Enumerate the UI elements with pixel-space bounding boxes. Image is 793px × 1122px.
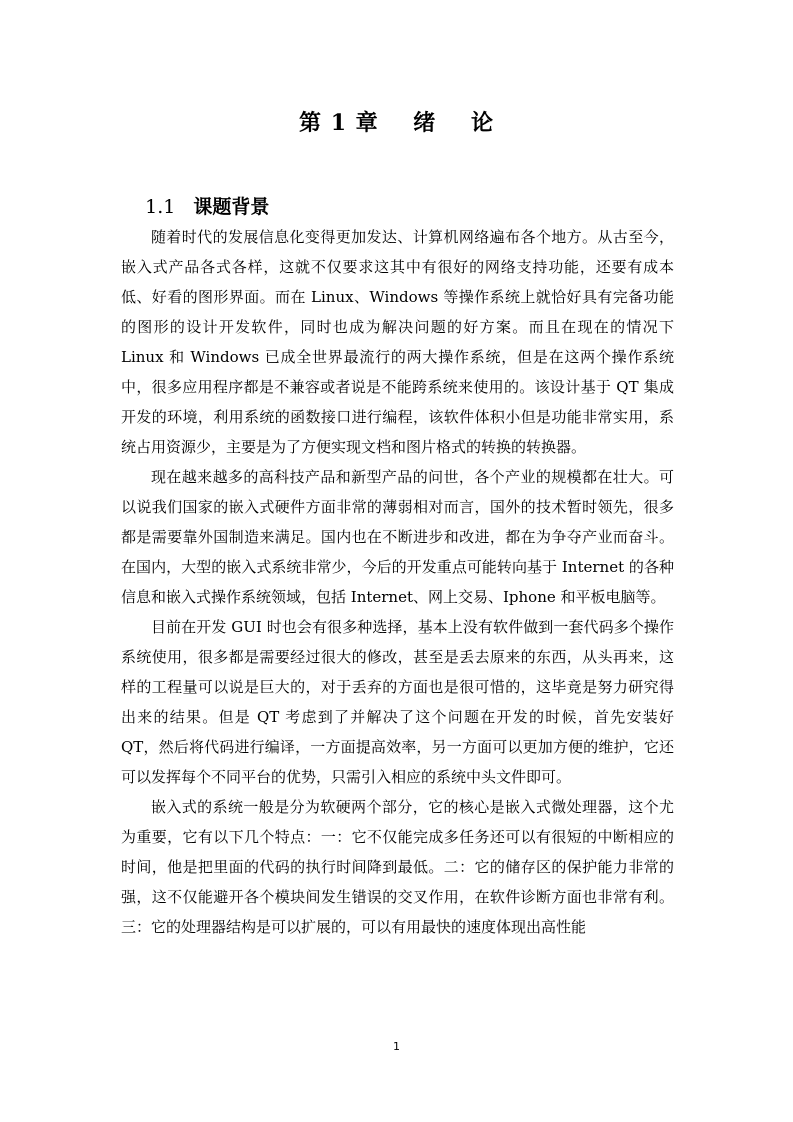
- paragraph: 目前在开发 GUI 时也会有很多种选择，基本上没有软件做到一套代码多个操作系统使用，很多都是需要经过很大的修改，甚至是丢去原来的东西，从头再来，这样的工程量可以说是巨大的，对于丢弃的方面也是很可惜的，这毕竟是努力研究得出来的结果。但是 QT 考虑到了并解决了这个问题在开发的时候，首先安装好 QT，然后将代码进行编译，一方面提高效率，另一方面可以更加方便的维护，它还可以发挥每个不同平台的优势，只需引入相应的系统中头文件即可。: [121, 618, 674, 786]
- body-text: [121, 222, 674, 942]
- section-number: 1.1: [145, 196, 176, 218]
- page-number: 1: [393, 1040, 400, 1053]
- section-title: 课题背景: [193, 196, 270, 218]
- paragraph: 现在越来越多的高科技产品和新型产品的问世，各个产业的规模都在壮大。可以说我们国家的嵌入式硬件方面非常的薄弱相对而言，国外的技术暂时领先，很多都是需要靠外国制造来满足。国内也在不断进步和改进，都在为争夺产业而奋斗。在国内，大型的嵌入式系统非常少，今后的开发重点可能转向基于 Internet 的各种信息和嵌入式操作系统领域，包括 Internet、网上交易、Iphone 和平板电脑等。: [121, 468, 674, 606]
- paragraph: 随着时代的发展信息化变得更加发达、计算机网络遍布各个地方。从古至今，嵌入式产品各式各样，这就不仅要求这其中有很好的网络支持功能，还要有成本低、好看的图形界面。而在 Linux、Windows 等操作系统上就恰好具有完备功能的图形的设计开发软件，同时也成为解决问题的好方案。而且在现在的情况下 Linux 和 Windows 已成全世界最流行的两大操作系统，但是在这两个操作系统中，很多应用程序都是不兼容或者说是不能跨系统来使用的。该设计基于 QT 集成开发的环境，利用系统的函数接口进行编程，该软件体积小但是功能非常实用，系统占用资源少，主要是为了方便实现文档和图片格式的转换的转换器。: [121, 228, 674, 456]
- paragraph: 嵌入式的系统一般是分为软硬两个部分，它的核心是嵌入式微处理器，这个尤为重要，它有以下几个特点：一：它不仅能完成多任务还可以有很短的中断相应的时间，他是把里面的代码的执行时间降到最低。二：它的储存区的保护能力非常的强，这不仅能避开各个模块间发生错误的交叉作用，在软件诊断方面也非常有利。三：它的处理器结构是可以扩展的，可以有用最快的速度体现出高性能: [121, 798, 674, 936]
- chapter-title: 第 1 章 绪 论: [299, 110, 494, 136]
